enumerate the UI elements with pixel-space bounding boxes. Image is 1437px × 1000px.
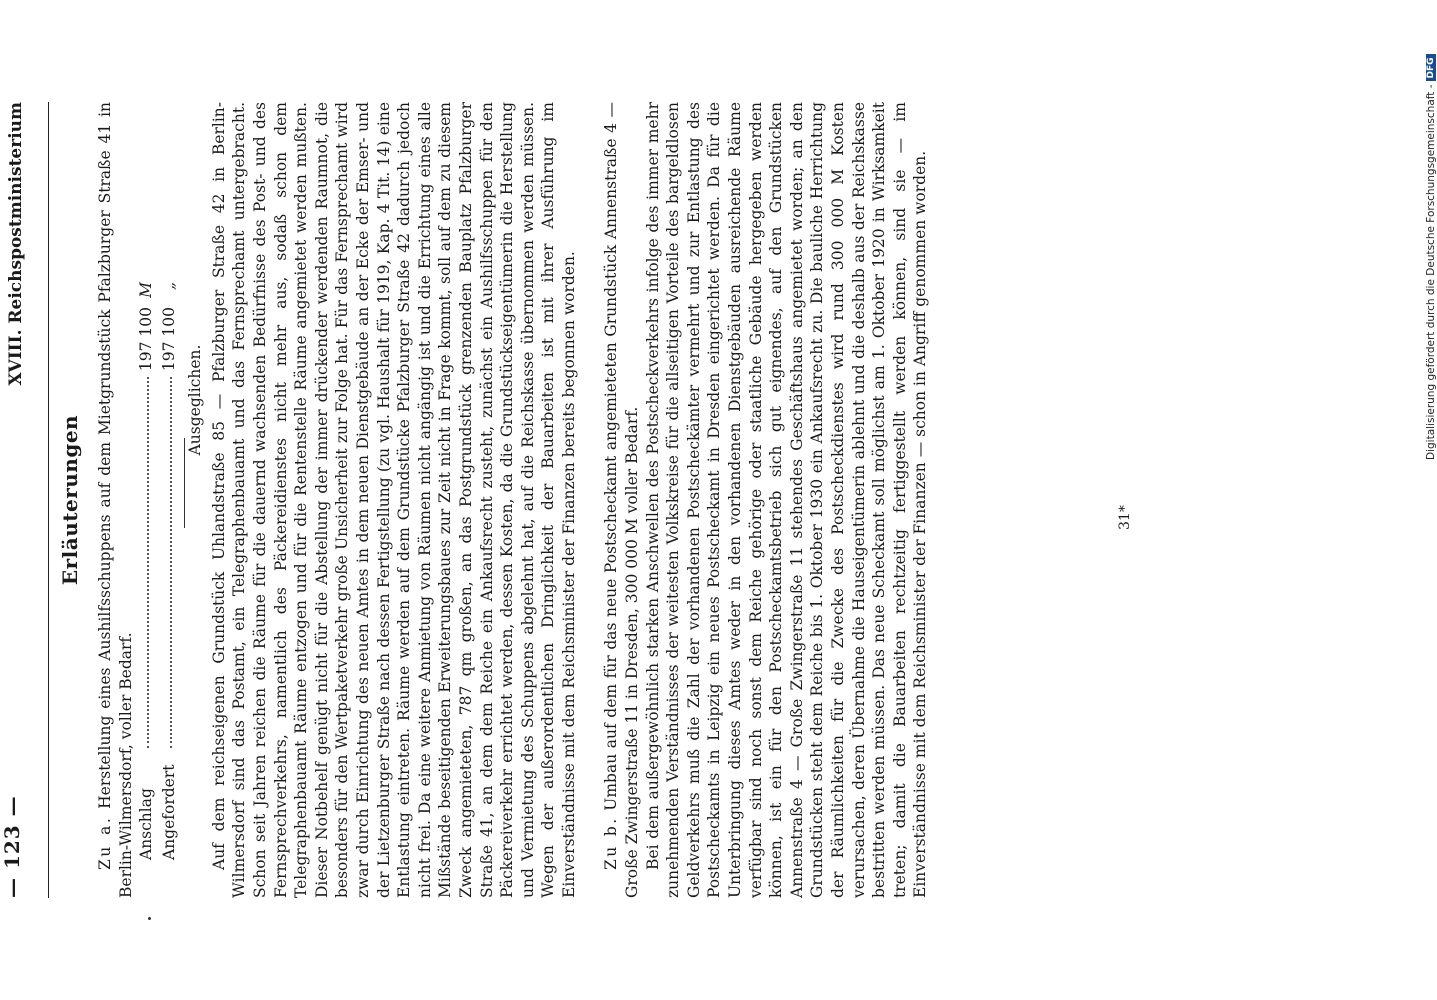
page-number: — 123 —: [0, 795, 24, 898]
section-b-heading-text: Umbau auf dem für das neue Postscheckamt angemieteten Grundstück Annenstraße 4 — Große Zwingerstraße 11 in Dresden, 300 000 M voller Bedarf.: [602, 102, 642, 898]
body-text: [95, 102, 931, 898]
amount-label: Anschlag: [137, 788, 156, 860]
section-title: Erläuterungen: [58, 414, 82, 586]
digitization-credit: [1425, 54, 1437, 460]
amount-value: 197 100: [137, 307, 156, 372]
amount-value: 197 100: [160, 307, 179, 372]
section-b-prefix: Zu b.: [602, 816, 621, 870]
ministry-heading: XVIII. Reichspostministerium: [6, 102, 26, 386]
section-a-heading: [95, 102, 136, 898]
amount-row-requested: [159, 102, 182, 860]
section-a-prefix: Zu a.: [96, 815, 114, 870]
section-a-heading-text: Herstellung eines Aushilfsschuppens auf dem Mietgrundstück Pfalzburger Straße 41 in Berlin-Wilmersdorf, voller Bedarf.: [96, 101, 135, 898]
section-gap: [579, 102, 601, 898]
document-page: [0, 80, 1230, 920]
balance-note: Ausgeglichen.: [186, 344, 205, 456]
amount-row-estimate: [136, 102, 159, 860]
section-b-body: Bei dem außergewöhnlich starken Anschwellen des Postscheckverkehrs infolge des immer mehr zunehmenden Verständnisses der weitesten Volkskreise für die allseitigen Vorteile des bargeldlosen Geldverkehrs muß die Zahl der vorhandenen Postscheckämter vermehrt und zur Entlastung des Postscheckamts in Leipzig ein neues Postscheckamt in Dresden eingerichtet werden. Da für die Unterbringung dieses Amtes weder in den vorhandenen Dienstgebäuden ausreichende Räume verfügbar sind noch sonst dem Reiche gehörige oder staatliche Gebäude hergegeben werden können, ist ein für den Postscheckamtsbetrieb sich gut eignendes, auf den Grundstücken Annenstraße 4 — Große Zwingerstraße 11 stehendes Geschäftshaus angemietet worden; an den Grundstücken steht dem Reiche bis 1. Oktober 1930 ein Ankaufsrecht zu. Die bauliche Herrichtung der Räumlichkeiten für die Zwecke des Postscheckdienstes wird rund 300 000 M Kosten verursachen, deren Übernahme die Hauseigentümerin ablehnt und die deshalb aus der Reichskasse bestritten werden müssen. Das neue Scheckamt soll möglichst am 1. Oktober 1920 in Wirksamkeit treten; damit die Bauarbeiten rechtzeitig fertiggestellt werden können, sind sie — im Einverständnisse mit dem Reichsminister der Finanzen — schon in Angriff genommen worden.: [643, 102, 930, 898]
sheet-reference: 31*: [1117, 505, 1133, 530]
header-rule: [48, 102, 49, 898]
section-a-body: Auf dem reichseigenen Grundstück Uhlandstraße 85 — Pfalzburger Straße 42 in Berlin-Wilmersdorf sind das Postamt, ein Telegraphenbauamt und das Fernsprechamt untergebracht. Schon seit Jahren reichen die Räume für die dauernd wachsenden Bedürfnisse des Post- und des Fernsprechverkehrs, namentlich des Päckereidienstes nicht mehr aus, sodaß schon dem Telegraphenbauamt Räume entzogen und für die Rentenstelle Räume angemietet werden mußten. Dieser Notbehelf genügt nicht für die Abstellung der immer drückender werdenden Raumnot, die besonders für den Wertpaketverkehr große Unsicherheit zur Folge hat. Für das Fernsprechamt wird zwar durch Einrichtung des neuen Amtes in dem neuen Dienstgebäude an der Ecke der Emser- und der Lietzenburger Straße nach dessen Fertigstellung (zu vgl. Haushalt für 1919, Kap. 4 Tit. 14) eine Entlastung eintreten. Räume werden auf dem Grundstücke Pfalzburger Straße 42 dadurch jedoch nicht frei. Da eine weitere Anmietung von Räumen nicht angängig ist und die Errichtung eines alle Mißstände beseitigenden Erweiterungsbaues zur Zeit nicht in Frage kommt, soll auf dem zu diesem Zweck angemieteten, 787 qm großen, an das Postgrundstück grenzenden Bauplatz Pfalzburger Straße 41, an dem dem Reiche ein Ankaufsrecht zusteht, zunächst ein Aushilfsschuppen für den Päckereiverkehr errichtet werden, dessen Kosten, da die Grundstückseigentümerin die Herstellung und Vermietung des Schuppens abgelehnt hat, auf die Reichskasse übernommen werden müssen. Wegen der außerordentlichen Dringlichkeit der Bauarbeiten ist mit ihrer Ausführung im Einverständnisse mit dem Reichsminister der Finanzen bereits begonnen worden.: [209, 102, 578, 898]
credit-text: Digitalisierung gefördert durch die Deutsche Forschungsgemeinschaft -: [1425, 84, 1437, 460]
dfg-logo: DFG: [1426, 54, 1436, 81]
amount-unit: „: [160, 282, 179, 291]
amount-unit: M: [137, 282, 156, 298]
leader-dots: [147, 377, 149, 748]
running-header: [0, 102, 40, 898]
section-b-heading: [601, 102, 642, 898]
leader-dots: [170, 377, 172, 748]
amount-label: Angefordert: [160, 764, 179, 860]
print-speck: [148, 917, 151, 920]
